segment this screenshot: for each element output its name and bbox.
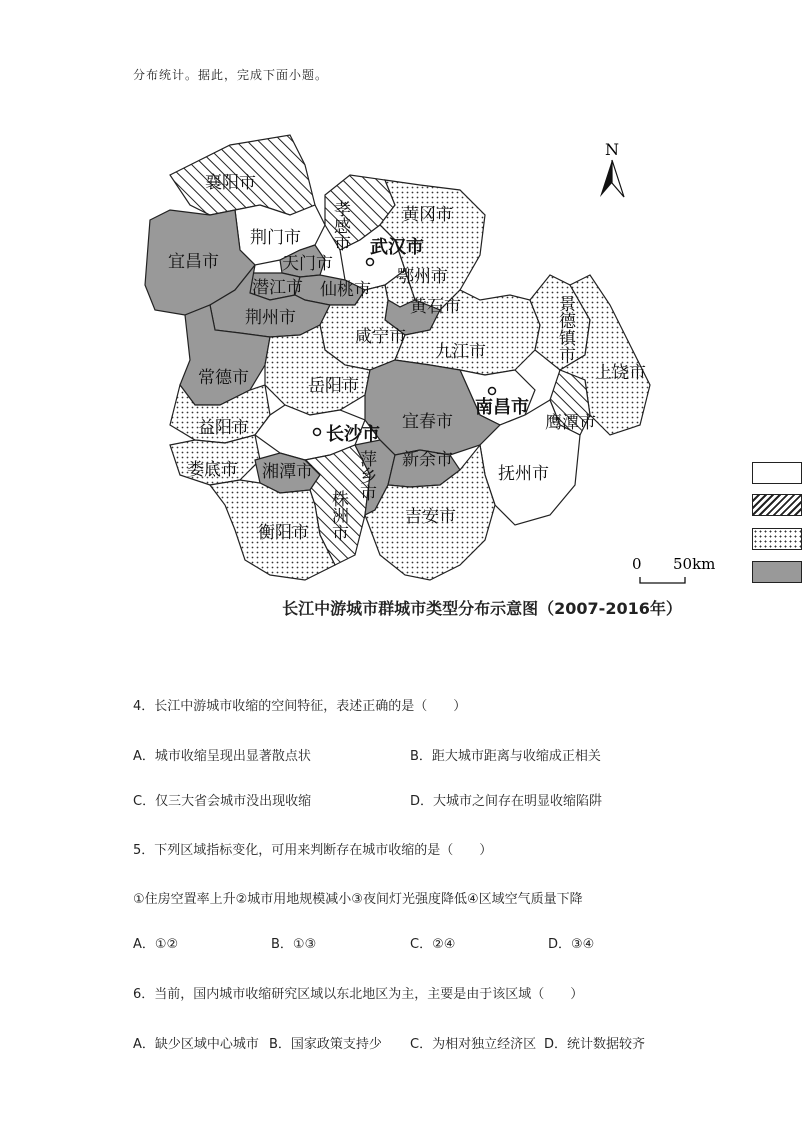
north-label: N: [605, 140, 619, 159]
question-5-stem: 5．下列区域指标变化，可用来判断存在城市收缩的是（ ）: [133, 843, 493, 858]
question-5-option-c[interactable]: C．②④: [410, 937, 456, 952]
label-huanggang: 黄冈市: [402, 205, 453, 225]
label-xiangyang: 襄阳市: [205, 173, 256, 193]
north-arrow-icon: [600, 140, 624, 197]
label-jingzhou: 荆州市: [245, 308, 296, 328]
label-pingxiang: 萍乡市: [356, 450, 376, 501]
question-4-stem: 4．长江中游城市收缩的空间特征，表述正确的是（ ）: [133, 699, 467, 714]
label-nanchang: 南昌市: [475, 397, 529, 418]
label-xiangtan: 湘潭市: [262, 462, 313, 482]
question-5-statement: ①住房空置率上升②城市用地规模减小③夜间灯光强度降低④区域空气质量下降: [133, 892, 583, 907]
wuhan-point: [367, 259, 374, 266]
label-xianning: 咸宁市: [355, 327, 406, 347]
label-hengyang: 衡阳市: [258, 523, 309, 543]
intro-text: 分布统计。据此，完成下面小题。: [133, 68, 329, 82]
label-jiujiang: 九江市: [435, 342, 486, 362]
map-caption: 长江中游城市群城市类型分布示意图（2007-2016年）: [282, 599, 682, 618]
label-yichun: 宜春市: [402, 412, 453, 432]
label-huangshi: 黄石市: [410, 297, 461, 317]
city-type-map: [140, 125, 716, 590]
label-changde: 常德市: [198, 368, 249, 388]
label-jian: 吉安市: [405, 507, 456, 527]
question-4-option-b[interactable]: B．距大城市距离与收缩成正相关: [410, 749, 601, 764]
label-ezhou: 鄂州市: [397, 267, 448, 287]
label-jingmen: 荆门市: [250, 228, 301, 248]
question-4-option-c[interactable]: C．仅三大省会城市没出现收缩: [133, 794, 312, 809]
legend-swatch-white: [752, 462, 802, 484]
label-fuzhou: 抚州市: [498, 464, 549, 484]
label-loudi: 娄底市: [187, 460, 238, 480]
question-6-option-c[interactable]: C．为相对独立经济区: [410, 1037, 537, 1052]
question-6-stem: 6．当前，国内城市收缩研究区域以东北地区为主，主要是由于该区域（ ）: [133, 987, 584, 1002]
label-yichang: 宜昌市: [168, 252, 219, 272]
question-6-option-d[interactable]: D．统计数据较齐: [544, 1037, 646, 1052]
nanchang-point: [489, 388, 496, 395]
label-xiaogan: 孝感市: [330, 200, 350, 251]
scale-zero: 0: [632, 555, 642, 573]
label-tianmen: 天门市: [282, 254, 333, 274]
question-5-option-a[interactable]: A．①②: [133, 937, 179, 952]
question-4-option-d[interactable]: D．大城市之间存在明显收缩陷阱: [410, 794, 603, 809]
question-6-option-a[interactable]: A．缺少区域中心城市: [133, 1037, 259, 1052]
label-yingtan: 鹰潭市: [545, 413, 596, 433]
legend-swatch-hatch: [752, 494, 802, 516]
label-wuhan: 武汉市: [370, 237, 424, 258]
question-4-option-a[interactable]: A．城市收缩呈现出显著散点状: [133, 749, 311, 764]
label-xiantao: 仙桃市: [320, 280, 371, 300]
label-xinyu: 新余市: [402, 450, 453, 470]
question-5-option-b[interactable]: B．①③: [271, 937, 317, 952]
question-6-option-b[interactable]: B．国家政策支持少: [269, 1037, 382, 1052]
label-zhuzhou: 株洲市: [328, 490, 348, 541]
label-yiyang: 益阳市: [198, 418, 249, 438]
legend-swatch-dots: [752, 528, 802, 550]
scale-bar: [632, 555, 715, 583]
label-yueyang: 岳阳市: [308, 376, 359, 396]
label-changsha: 长沙市: [326, 424, 380, 445]
legend-swatch-gray: [752, 561, 802, 583]
label-qianjiang: 潜江市: [252, 278, 303, 298]
changsha-point: [314, 429, 321, 436]
label-jingdezhen: 景德镇市: [555, 295, 575, 363]
question-5-option-d[interactable]: D．③④: [548, 937, 595, 952]
scale-length: 50km: [673, 555, 716, 573]
label-shangrao: 上饶市: [595, 363, 646, 383]
